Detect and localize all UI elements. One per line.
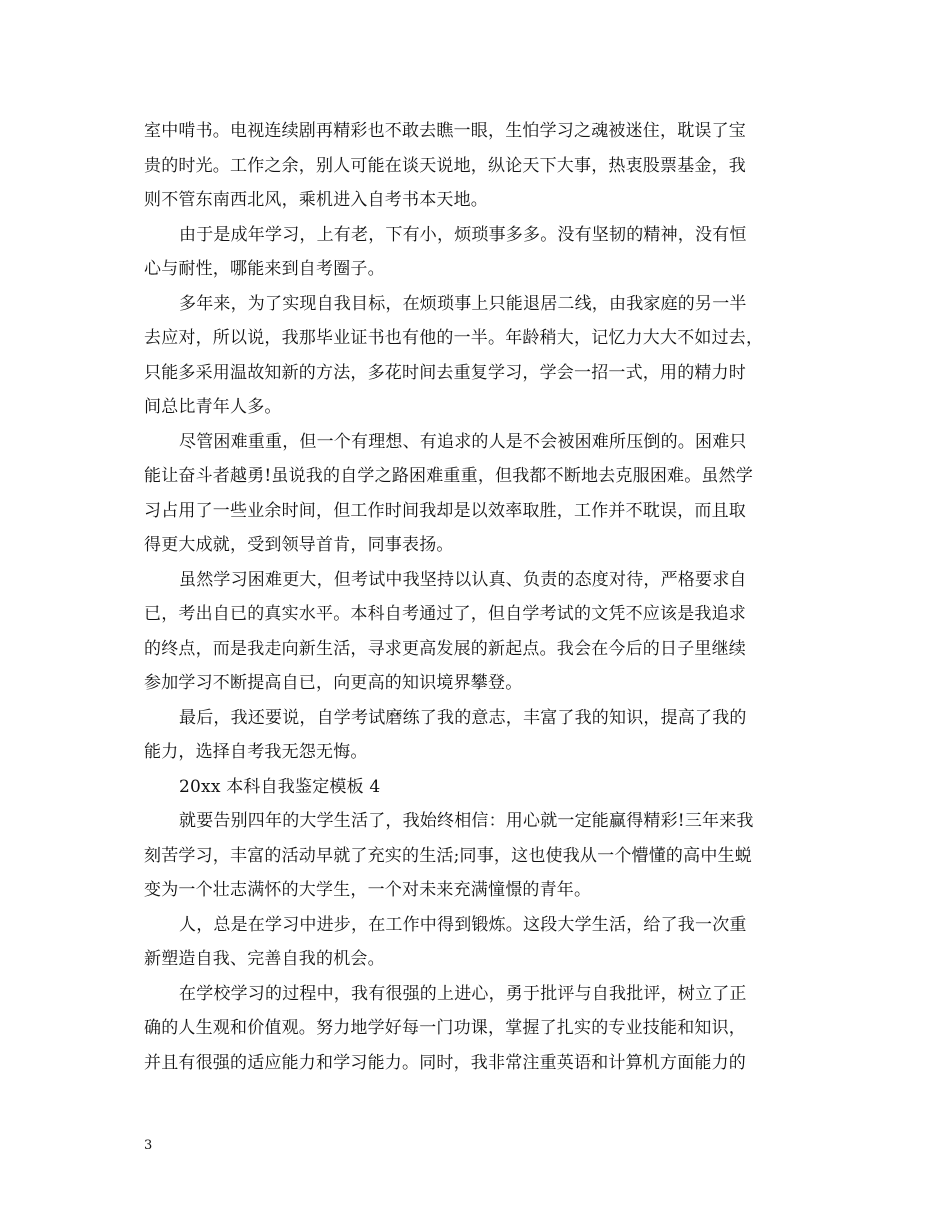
text-line: 最后，我还要说，自学考试磨练了我的意志，丰富了我的知识，提高了我的 [179,707,747,728]
text-line: 新塑造自我、完善自我的机会。 [144,949,385,969]
text-line: 只能多采用温故知新的方法，多花时间去重复学习，学会一招一式，用的精力时 [144,362,746,383]
text-line: 人，总是在学习中进步，在工作中得到锻炼。这段大学生活，给了我一次重 [179,914,747,935]
text-line: 已，考出自已的真实水平。本科自考通过了，但自学考试的文凭不应该是我追求 [144,604,746,624]
page-number: 3 [144,1138,153,1153]
text-line: 确的人生观和价值观。努力地学好每一门功课，掌握了扎实的专业技能和知识， [144,1018,746,1038]
text-line: 贵的时光。工作之余，别人可能在谈天说地，纵论天下大事，热衷股票基金，我 [144,155,746,176]
text-line: 尽管困难重重，但一个有理想、有追求的人是不会被困难所压倒的。困难只 [179,431,747,452]
text-line: 去应对，所以说，我那毕业证书也有他的一半。年龄稍大，记忆力大大不如过去， [144,328,764,348]
text-line: 虽然学习困难更大，但考试中我坚持以认真、负责的态度对待，严格要求自 [179,569,747,590]
text-line: 20xx 本科自我鉴定模板 4 [179,776,381,797]
text-line: 间总比青年人多。 [144,397,282,417]
text-line: 在学校学习的过程中，我有很强的上进心，勇于批评与自我批评，树立了正 [179,983,747,1004]
text-line: 能让奋斗者越勇!虽说我的自学之路困难重重，但我都不断地去克服困难。虽然学 [144,466,754,486]
text-line: 室中啃书。电视连续剧再精彩也不敢去瞧一眼，生怕学习之魂被迷住，耽误了宝 [144,121,746,141]
text-line: 刻苦学习，丰富的活动早就了充实的生活;同事，这也使我从一个懵懂的高中生蜕 [144,845,752,866]
text-line: 多年来，为了实现自我目标，在烦琐事上只能退居二线，由我家庭的另一半 [179,293,747,314]
text-line: 则不管东南西北风，乘机进入自考书本天地。 [144,190,488,210]
text-line: 参加学习不断提高自已，向更高的知识境界攀登。 [144,673,523,693]
text-line: 习占用了一些业余时间，但工作时间我却是以效率取胜，工作并不耽误，而且取 [144,500,746,521]
text-line: 变为一个壮志满怀的大学生，一个对未来充满憧憬的青年。 [144,880,592,900]
text-line: 能力，选择自考我无怨无悔。 [144,742,368,762]
document-body [144,114,816,1080]
text-line: 得更大成就，受到领导首肯，同事表扬。 [144,535,454,555]
text-line: 并且有很强的适应能力和学习能力。同时，我非常注重英语和计算机方面能力的 [144,1052,746,1073]
text-line: 心与耐性，哪能来到自考圈子。 [144,259,385,279]
text-line: 的终点，而是我走向新生活，寻求更高发展的新起点。我会在今后的日子里继续 [144,638,746,659]
text-line: 由于是成年学习，上有老，下有小，烦琐事多多。没有坚韧的精神，没有恒 [179,224,747,245]
text-line: 就要告别四年的大学生活了，我始终相信：用心就一定能赢得精彩!三年来我 [179,811,754,831]
